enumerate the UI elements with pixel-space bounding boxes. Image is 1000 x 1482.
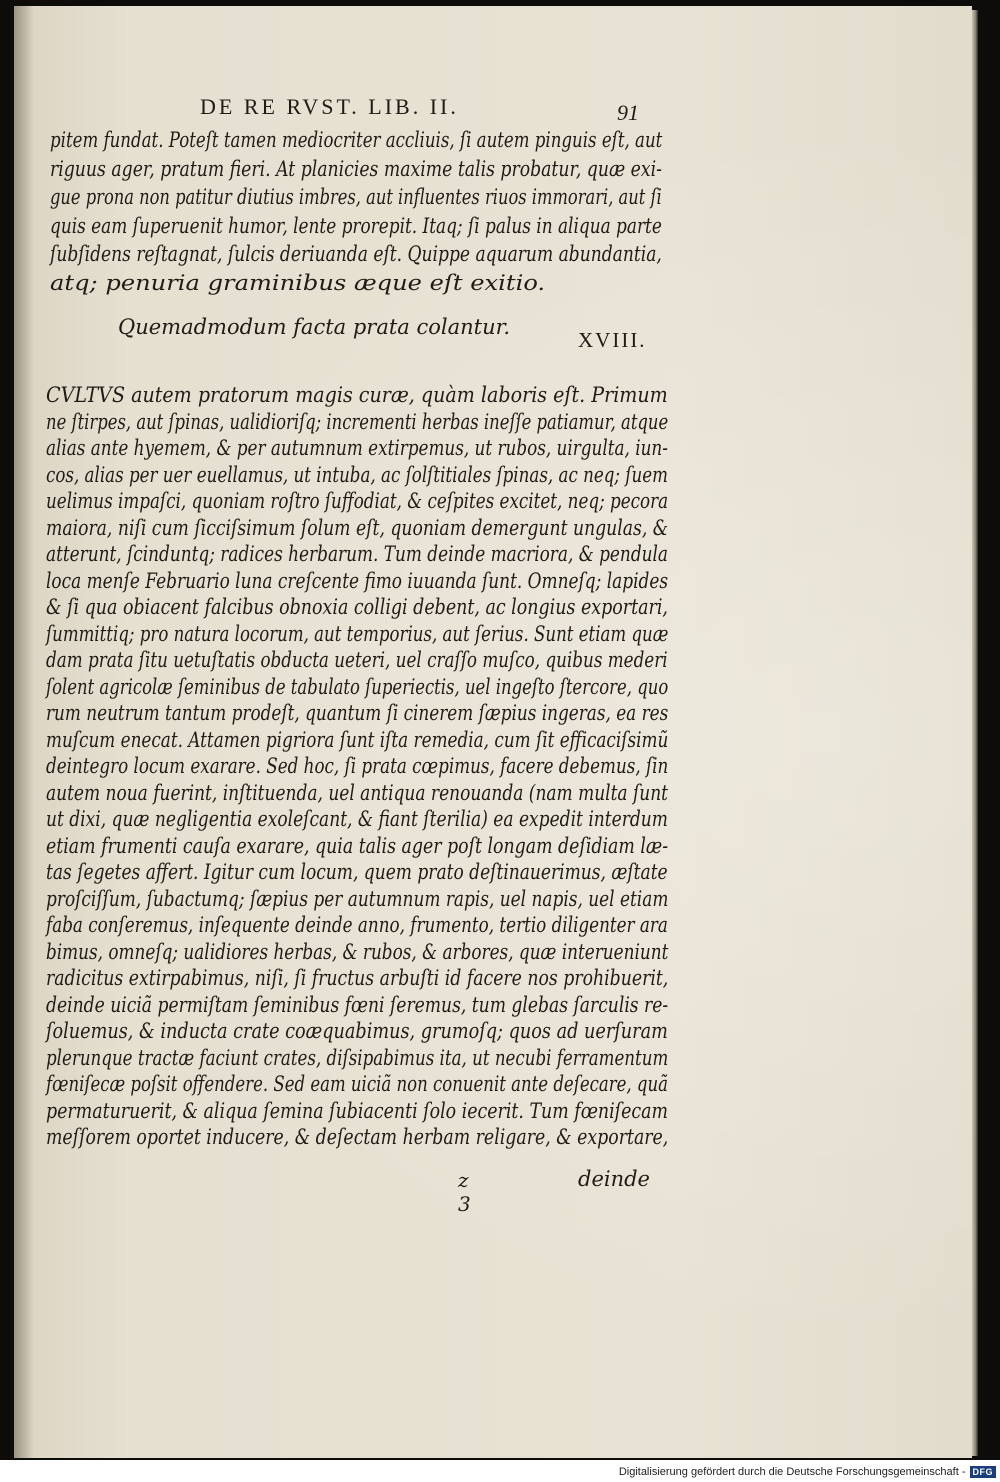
dfg-logo: DFG bbox=[970, 1466, 997, 1478]
text-line: dam prata ſitu uetuſtatis obducta ueteri, uel craſſo muſco, quibus mederi bbox=[46, 648, 668, 672]
text-line: & ſi qua obiacent falcibus obnoxia colligi debent, ac longius exportari, bbox=[46, 595, 668, 619]
text-line: faba conſeremus, inſequente deinde anno, frumento, tertio diligenter ara bbox=[46, 913, 668, 937]
catchword: deinde bbox=[578, 1167, 650, 1191]
signature-mark: z 3 bbox=[458, 1168, 481, 1216]
running-header bbox=[200, 94, 660, 124]
text-line: ut dixi, quæ negligentia exoleſcant, & fiant ſterilia) ea expedit interdum bbox=[46, 807, 668, 831]
text-line: plerunque tractæ faciunt crates, diſsipabimus ita, ut necubi ferramentum bbox=[46, 1045, 669, 1070]
text-line: gue prona non patitur diutius imbres, aut influentes riuos immorari, aut ſi bbox=[50, 185, 662, 210]
digitization-credit bbox=[619, 1464, 996, 1480]
text-line: maiora, niſi cum ſicciſsimum ſolum eſt, quoniam demergunt ungulas, & bbox=[46, 515, 669, 540]
text-line: deinde uiciã permiſtam ſeminibus fœni ſeremus, tum glebas ſarculis re- bbox=[46, 992, 669, 1017]
text-line: uelimus impaſci, quoniam roſtro ſuffodiat, & ceſpites excitet, neq; pecora bbox=[46, 489, 669, 513]
running-title: DE RE RVST. LIB. II. bbox=[200, 94, 459, 119]
text-line: atq; penuria graminibus æque eſt exitio. bbox=[50, 271, 546, 295]
text-line: alias ante hyemem, & per autumnum extirpemus, ut rubos, uirgulta, iun- bbox=[46, 436, 668, 460]
text-line: atterunt, ſcinduntq; radices herbarum. Tum deinde macriora, & pendula bbox=[46, 542, 668, 566]
folio-number: 91 bbox=[617, 100, 639, 125]
text-line: autem noua fuerint, inſtituenda, uel antiqua renouanda (nam multa ſunt bbox=[46, 780, 669, 805]
text-line: muſcum enecat. Attamen pigriora ſunt iſta remedia, cum ſit efficaciſsimũ bbox=[46, 727, 669, 752]
text-line: ſolent agricolæ ſeminibus de tabulato ſuperiectis, uel ingeſto ſtercore, quo bbox=[46, 674, 669, 699]
text-line: tas ſegetes affert. Igitur cum locum, quem prato deſtinauerimus, æſtate bbox=[46, 860, 668, 884]
text-line: loca menſe Februario luna creſcente fimo iuuanda ſunt. Omneſq; lapides bbox=[46, 568, 669, 593]
text-line: riguus ager, pratum fieri. At planicies maxime talis probatur, quæ exi- bbox=[50, 156, 662, 181]
text-line: ſoluemus, & inducta crate coæquabimus, grumoſq; quos ad uerſuram bbox=[46, 1019, 668, 1043]
text-line: meſſorem oportet inducere, & deſectam herbam religare, & exportare, bbox=[46, 1125, 669, 1149]
chapter-number: XVIII. bbox=[578, 328, 647, 352]
text-line: pitem fundat. Poteſt tamen mediocriter accliuis, ſi autem pinguis eſt, aut bbox=[50, 128, 663, 152]
credit-text: Digitalisierung gefördert durch die Deutsche Forschungsgemeinschaft - bbox=[618, 1466, 966, 1478]
text-line: bimus, omneſq; ualidiores herbas, & rubos, & arbores, quæ interueniunt bbox=[46, 939, 669, 964]
text-line: radicitus extirpabimus, niſi, ſi fructus arbuſti id facere nos prohibuerit, bbox=[46, 966, 669, 990]
text-line: ſummittiq; pro natura locorum, aut temporius, aut ſerius. Sunt etiam quæ bbox=[46, 621, 669, 646]
text-line: proſciſſum, ſubactumq; ſæpius per autumnum rapis, uel napis, uel etiam bbox=[46, 886, 669, 911]
text-line: permaturuerit, & aliqua ſemina ſubiacenti ſolo iecerit. Tum fœniſecam bbox=[46, 1098, 669, 1123]
text-line: deintegro locum exarare. Sed hoc, ſi prata cœpimus, facere debemus, ſin bbox=[46, 754, 669, 778]
chapter-heading: Quemadmodum facta prata colantur. bbox=[118, 315, 511, 339]
text-line: CVLTVS autem pratorum magis curæ, quàm laboris eſt. Primum bbox=[46, 383, 668, 407]
text-line: ne ſtirpes, aut ſpinas, ualidioriſq; incrementi herbas ineſſe patiamur, atque bbox=[46, 409, 669, 434]
page-gutter-shadow bbox=[14, 6, 34, 1458]
text-line: cos, alias per uer euellamus, ut intuba, ac ſolſtitiales ſpinas, ac neq; ſuem bbox=[46, 462, 668, 487]
text-line: quis eam ſuperuenit humor, lente prorepit. Itaq; ſi palus in aliqua parte bbox=[50, 213, 662, 238]
page-edge bbox=[972, 10, 978, 1456]
text-line: rum neutrum tantum prodeſt, quantum ſi cinerem ſæpius ingeras, ea res bbox=[46, 701, 669, 725]
text-line: ſubſidens reſtagnat, ſulcis deriuanda eſt. Quippe aquarum abundantia, bbox=[50, 242, 662, 267]
text-line: fœniſecæ poſsit offendere. Sed eam uiciã non conuenit ante deſecare, quã bbox=[46, 1072, 669, 1096]
text-line: etiam frumenti cauſa exarare, quia talis ager poſt longam deſidiam læ- bbox=[46, 833, 669, 858]
